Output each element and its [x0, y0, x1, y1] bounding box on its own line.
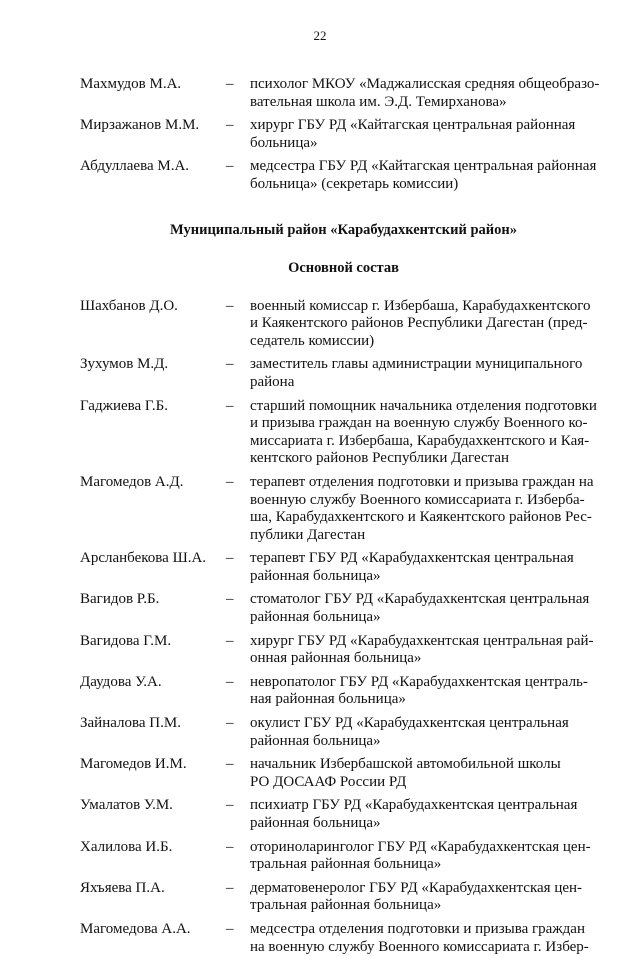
- list-item: [80, 797, 607, 832]
- position-line: РО ДОСААФ России РД: [250, 773, 407, 790]
- list-item: [80, 474, 607, 544]
- position-line: и Каякентского районов Республики Дагестан (пред-: [250, 315, 588, 332]
- dash-separator: –: [226, 297, 234, 314]
- list-item: [80, 158, 607, 193]
- member-position: [250, 715, 607, 750]
- member-name: Умалатов У.М.: [80, 797, 173, 814]
- section-title: Муниципальный район «Карабудахкентский район»: [170, 221, 517, 238]
- dash-separator: –: [226, 76, 234, 92]
- position-line: онная районная больница»: [250, 650, 422, 667]
- list-item: [80, 356, 607, 391]
- position-line: военную службу Военного комиссариата г. Избербa-: [250, 491, 585, 508]
- member-position: [250, 298, 607, 351]
- dash-separator: –: [226, 673, 234, 690]
- member-name: Шахбанов Д.О.: [80, 297, 178, 314]
- list-item: [80, 76, 607, 111]
- position-line: ша, Карабудахкентского и Каякентского районов Рес-: [250, 509, 592, 526]
- position-line: вательная школа им. Э.Д. Темирханова»: [250, 93, 507, 110]
- position-line: районная больница»: [250, 815, 381, 831]
- page-number: 22: [313, 28, 327, 43]
- dash-separator: –: [226, 797, 234, 814]
- subsection-title: Основной состав: [288, 259, 399, 276]
- list-item: [80, 117, 607, 152]
- position-line: на военную службу Военного комиссариата г. Избер-: [250, 938, 589, 955]
- position-line: районная больница»: [250, 732, 381, 749]
- member-position: [250, 76, 607, 111]
- position-line: окулист ГБУ РД «Карабудахкентская центральная: [250, 715, 569, 732]
- member-position: [250, 591, 607, 626]
- dash-separator: –: [226, 920, 234, 937]
- position-line: больница» (секретарь комиссии): [250, 175, 459, 192]
- member-name: Магомедов И.М.: [80, 756, 187, 773]
- position-line: и призыва граждан на военную службу Военного ко-: [250, 415, 588, 432]
- member-position: [250, 921, 607, 956]
- position-line: тральная районная больница»: [250, 856, 442, 873]
- member-name: Халилова И.Б.: [80, 838, 173, 855]
- dash-separator: –: [226, 591, 234, 608]
- member-position: [250, 398, 607, 468]
- member-name: Мирзажанов М.М.: [80, 117, 200, 134]
- list-item: [80, 298, 607, 351]
- member-position: [250, 839, 607, 874]
- position-line: стоматолог ГБУ РД «Карабудахкентская центральная: [250, 591, 590, 608]
- top-list: [80, 76, 607, 194]
- position-line: ная районная больница»: [250, 691, 406, 708]
- position-line: больница»: [250, 134, 318, 151]
- dash-separator: –: [226, 473, 234, 490]
- position-line: психолог МКОУ «Маджалисская средняя общеобразо-: [250, 76, 600, 92]
- list-item: [80, 715, 607, 750]
- dash-separator: –: [226, 158, 234, 175]
- list-item: [80, 921, 607, 956]
- position-line: психиатр ГБУ РД «Карабудахкентская центральная: [250, 797, 578, 814]
- list-item: [80, 398, 607, 468]
- list-item: [80, 591, 607, 626]
- member-position: [250, 880, 607, 915]
- position-line: терапевт ГБУ РД «Карабудахкентская центральная: [250, 550, 574, 567]
- position-line: кентского районов Республики Дагестан: [250, 450, 510, 467]
- member-list: [80, 298, 607, 956]
- dash-separator: –: [226, 838, 234, 855]
- member-name: Абдуллаева М.А.: [80, 158, 190, 175]
- position-line: миссариата г. Избербаша, Карабудахкентского и Кая-: [250, 432, 590, 449]
- member-position: [250, 117, 607, 152]
- member-position: [250, 356, 607, 391]
- position-line: старший помощник начальника отделения подготовки: [250, 397, 597, 414]
- position-line: районная больница»: [250, 567, 381, 584]
- member-position: [250, 474, 607, 544]
- position-line: невропатолог ГБУ РД «Карабудахкентская централь-: [250, 673, 588, 690]
- member-position: [250, 633, 607, 668]
- position-line: начальник Избербашской автомобильной школы: [250, 756, 561, 773]
- member-position: [250, 550, 607, 585]
- member-position: [250, 797, 607, 832]
- position-line: дерматовенеролог ГБУ РД «Карабудахкентская цен-: [250, 879, 583, 896]
- position-line: заместитель главы администрации муниципального: [250, 356, 583, 373]
- member-position: [250, 674, 607, 709]
- dash-separator: –: [226, 356, 234, 373]
- position-line: района: [250, 373, 295, 390]
- dash-separator: –: [226, 632, 234, 649]
- dash-separator: –: [226, 397, 234, 414]
- list-item: [80, 756, 607, 791]
- position-line: медсестра отделения подготовки и призыва граждан: [250, 920, 585, 937]
- position-line: хирург ГБУ РД «Карабудахкентская центральная рай-: [250, 632, 594, 649]
- document-body: [80, 76, 607, 956]
- position-line: тральная районная больница»: [250, 897, 442, 914]
- position-line: публики Дагестан: [250, 526, 366, 543]
- list-item: [80, 633, 607, 668]
- member-name: Вагидов Р.Б.: [80, 591, 160, 608]
- member-position: [250, 756, 607, 791]
- member-name: Яхъяева П.А.: [80, 879, 165, 896]
- dash-separator: –: [226, 756, 234, 773]
- position-line: медсестра ГБУ РД «Кайтагская центральная районная: [250, 158, 597, 175]
- member-position: [250, 158, 607, 193]
- position-line: седатель комиссии): [250, 332, 375, 349]
- dash-separator: –: [226, 117, 234, 134]
- member-name: Зухумов М.Д.: [80, 356, 169, 373]
- member-name: Махмудов М.А.: [80, 76, 182, 92]
- member-name: Магомедова А.А.: [80, 920, 191, 937]
- member-name: Магомедов А.Д.: [80, 473, 184, 490]
- member-name: Зайналова П.М.: [80, 715, 181, 732]
- dash-separator: –: [226, 550, 234, 567]
- member-name: Вагидова Г.М.: [80, 632, 172, 649]
- member-name: Даудова У.А.: [80, 673, 162, 690]
- dash-separator: –: [226, 715, 234, 732]
- position-line: хирург ГБУ РД «Кайтагская центральная районная: [250, 117, 576, 134]
- list-item: [80, 674, 607, 709]
- list-item: [80, 550, 607, 585]
- position-line: военный комиссар г. Избербаша, Карабудахкентского: [250, 297, 591, 314]
- member-name: Арсланбекова Ш.А.: [80, 550, 207, 567]
- list-item: [80, 839, 607, 874]
- position-line: районная больница»: [250, 609, 381, 626]
- list-item: [80, 880, 607, 915]
- position-line: оториноларинголог ГБУ РД «Карабудахкентская цен-: [250, 838, 591, 855]
- member-name: Гаджиева Г.Б.: [80, 397, 169, 414]
- dash-separator: –: [226, 879, 234, 896]
- position-line: терапевт отделения подготовки и призыва граждан на: [250, 473, 594, 490]
